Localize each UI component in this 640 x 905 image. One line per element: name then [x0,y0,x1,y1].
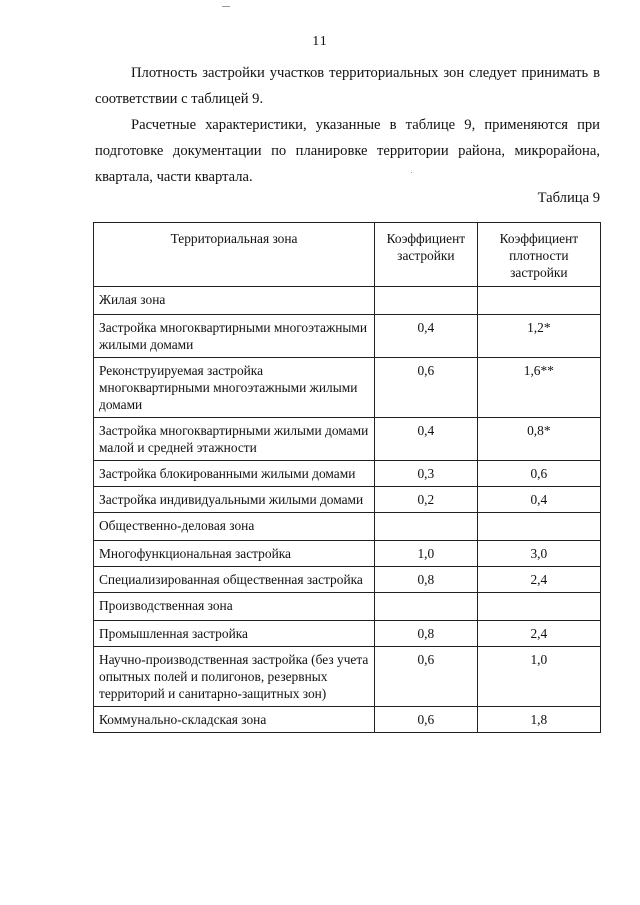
density-cell [477,593,600,621]
zone-cell: Научно-производственная застройка (без учета опытных полей и полигонов, резервных территорий и санитарно-защитных зон) [94,647,375,707]
header-coverage-coefficient: Коэффициент застройки [375,223,478,287]
table-row [94,315,601,358]
paragraph-1: Плотность застройки участков территориальных зон следует принимать в соответствии с таблицей 9. [95,65,600,107]
density-cell: 1,2* [477,315,600,358]
density-cell: 0,6 [477,461,600,487]
density-cell: 1,8 [477,707,600,733]
table-row [94,567,601,593]
density-cell: 1,0 [477,647,600,707]
coverage-cell: 0,4 [375,418,478,461]
table-row [94,513,601,541]
density-cell [477,287,600,315]
table-row [94,418,601,461]
zone-cell: Общественно-деловая зона [94,513,375,541]
zone-cell: Производственная зона [94,593,375,621]
coverage-cell [375,513,478,541]
coverage-cell: 0,2 [375,487,478,513]
density-cell: 0,8* [477,418,600,461]
coverage-cell: 0,3 [375,461,478,487]
zones-table [93,222,601,733]
density-cell [477,513,600,541]
coverage-cell: 0,8 [375,567,478,593]
table-row [94,593,601,621]
coverage-cell: 0,6 [375,647,478,707]
table-row [94,707,601,733]
table-caption: Таблица 9 [537,190,600,206]
header-zone: Территориальная зона [94,223,375,287]
page-number: 11 [312,34,328,49]
zone-cell: Застройка многоквартирными жилыми домами малой и средней этажности [94,418,375,461]
scan-speck [222,6,230,7]
header-density-coefficient: Коэффициент плотности застройки [477,223,600,287]
density-cell: 2,4 [477,621,600,647]
coverage-cell: 1,0 [375,541,478,567]
table-row [94,358,601,418]
zone-cell: Коммунально-складская зона [94,707,375,733]
zone-cell: Промышленная застройка [94,621,375,647]
zone-cell: Жилая зона [94,287,375,315]
zone-cell: Застройка индивидуальными жилыми домами [94,487,375,513]
density-cell: 3,0 [477,541,600,567]
zone-cell: Реконструируемая застройка многоквартирными многоэтажными жилыми домами [94,358,375,418]
density-cell: 2,4 [477,567,600,593]
paragraph-2: Расчетные характеристики, указанные в таблице 9, применяются при подготовке документации по планировке территории района, микрорайона, квартала, части квартала. [95,117,600,185]
coverage-cell: 0,6 [375,707,478,733]
coverage-cell [375,593,478,621]
zone-cell: Застройка многоквартирными многоэтажными жилыми домами [94,315,375,358]
table-row [94,487,601,513]
density-cell: 0,4 [477,487,600,513]
table-row [94,461,601,487]
coverage-cell: 0,6 [375,358,478,418]
coverage-cell: 0,4 [375,315,478,358]
table-row [94,541,601,567]
table-header-row [94,223,601,287]
density-cell: 1,6** [477,358,600,418]
table-row [94,621,601,647]
table-row [94,647,601,707]
scan-speck [411,172,412,173]
zone-cell: Застройка блокированными жилыми домами [94,461,375,487]
zone-cell: Специализированная общественная застройка [94,567,375,593]
coverage-cell: 0,8 [375,621,478,647]
coverage-cell [375,287,478,315]
zone-cell: Многофункциональная застройка [94,541,375,567]
table-row [94,287,601,315]
